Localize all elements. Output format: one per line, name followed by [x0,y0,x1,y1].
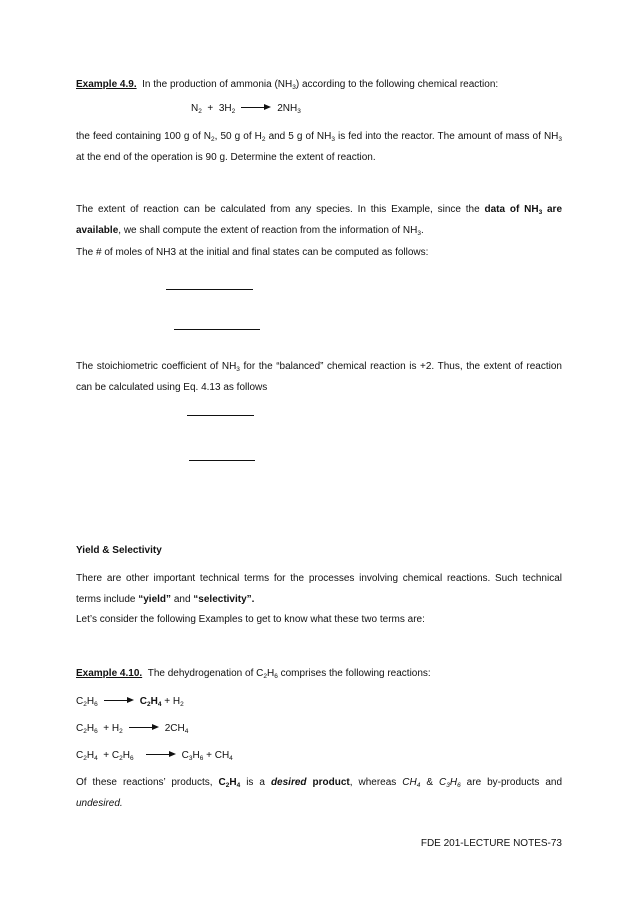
reaction-1: $C_2H_6$ $C_2H_4 + H_2$ [76,696,184,708]
reaction-arrow-icon [146,750,176,760]
ammonia-reaction-equation: $N_2 + 3H_2$ $2NH_3$ [191,103,301,115]
reaction-arrow-icon [104,696,134,706]
lets-consider-line: Let’s consider the following Examples to get to know what these two terms are: [76,614,425,625]
formula-placeholder-line [174,329,260,330]
example-4-9-intro: Example 4.9. In the production of ammonia $(NH_3)$ according to the following chemical reaction: [76,79,499,91]
feed-paragraph: the feed containing 100 g of $N_2$, 50 g of $H_2$ and 5 g of $NH_3$ is fed into the reactor. The amount of mass of $NH_3$ at the end of the operation is 90 g. Determine the extent of reaction. [76,131,563,163]
formula-placeholder-line [187,415,254,416]
terms-paragraph: There are other important technical terms for the processes involving chemical reactions. Such technical terms include “yield” and “selectivity”. [76,573,562,605]
products-paragraph: Of these reactions’ products, $C_2H_4$ is a desired product, whereas $CH_4$ & $C_3H_6$ are by-products and undesired. [76,777,563,809]
stoichiometric-paragraph: The stoichiometric coefficient of $NH_3$ for the “balanced” chemical reaction is +2. Thus, the extent of reaction can be calculated using Eq. 4.13 as follows [76,361,562,393]
reaction-3: $C_2H_4 + C_2H_6$ $C_3H_6 + CH_4$ [76,750,233,762]
reaction-arrow-icon [129,723,159,733]
formula-placeholder-line [189,460,255,461]
page-footer: FDE 201-LECTURE NOTES-73 [420,838,562,849]
reaction-2: $C_2H_6 + H_2$ $2CH_4$ [76,723,189,735]
moles-line: The # of moles of NH3 at the initial and final states can be computed as follows: [76,247,429,258]
example-4-10-intro: Example 4.10. The dehydrogenation of $C_2H_6$ comprises the following reactions: [76,668,431,680]
example-4-10-title: Example 4.10. [76,668,143,679]
section-heading: Yield & Selectivity [76,545,162,556]
extent-paragraph: The extent of reaction can be calculated from any species. In this Example, since the data of $NH_3$ are available, we shall compute the extent of reaction from the information of $NH_3$. [76,204,563,237]
example-4-9-title: Example 4.9. [76,79,137,90]
formula-placeholder-line [166,289,253,290]
reaction-arrow-icon [241,103,271,113]
